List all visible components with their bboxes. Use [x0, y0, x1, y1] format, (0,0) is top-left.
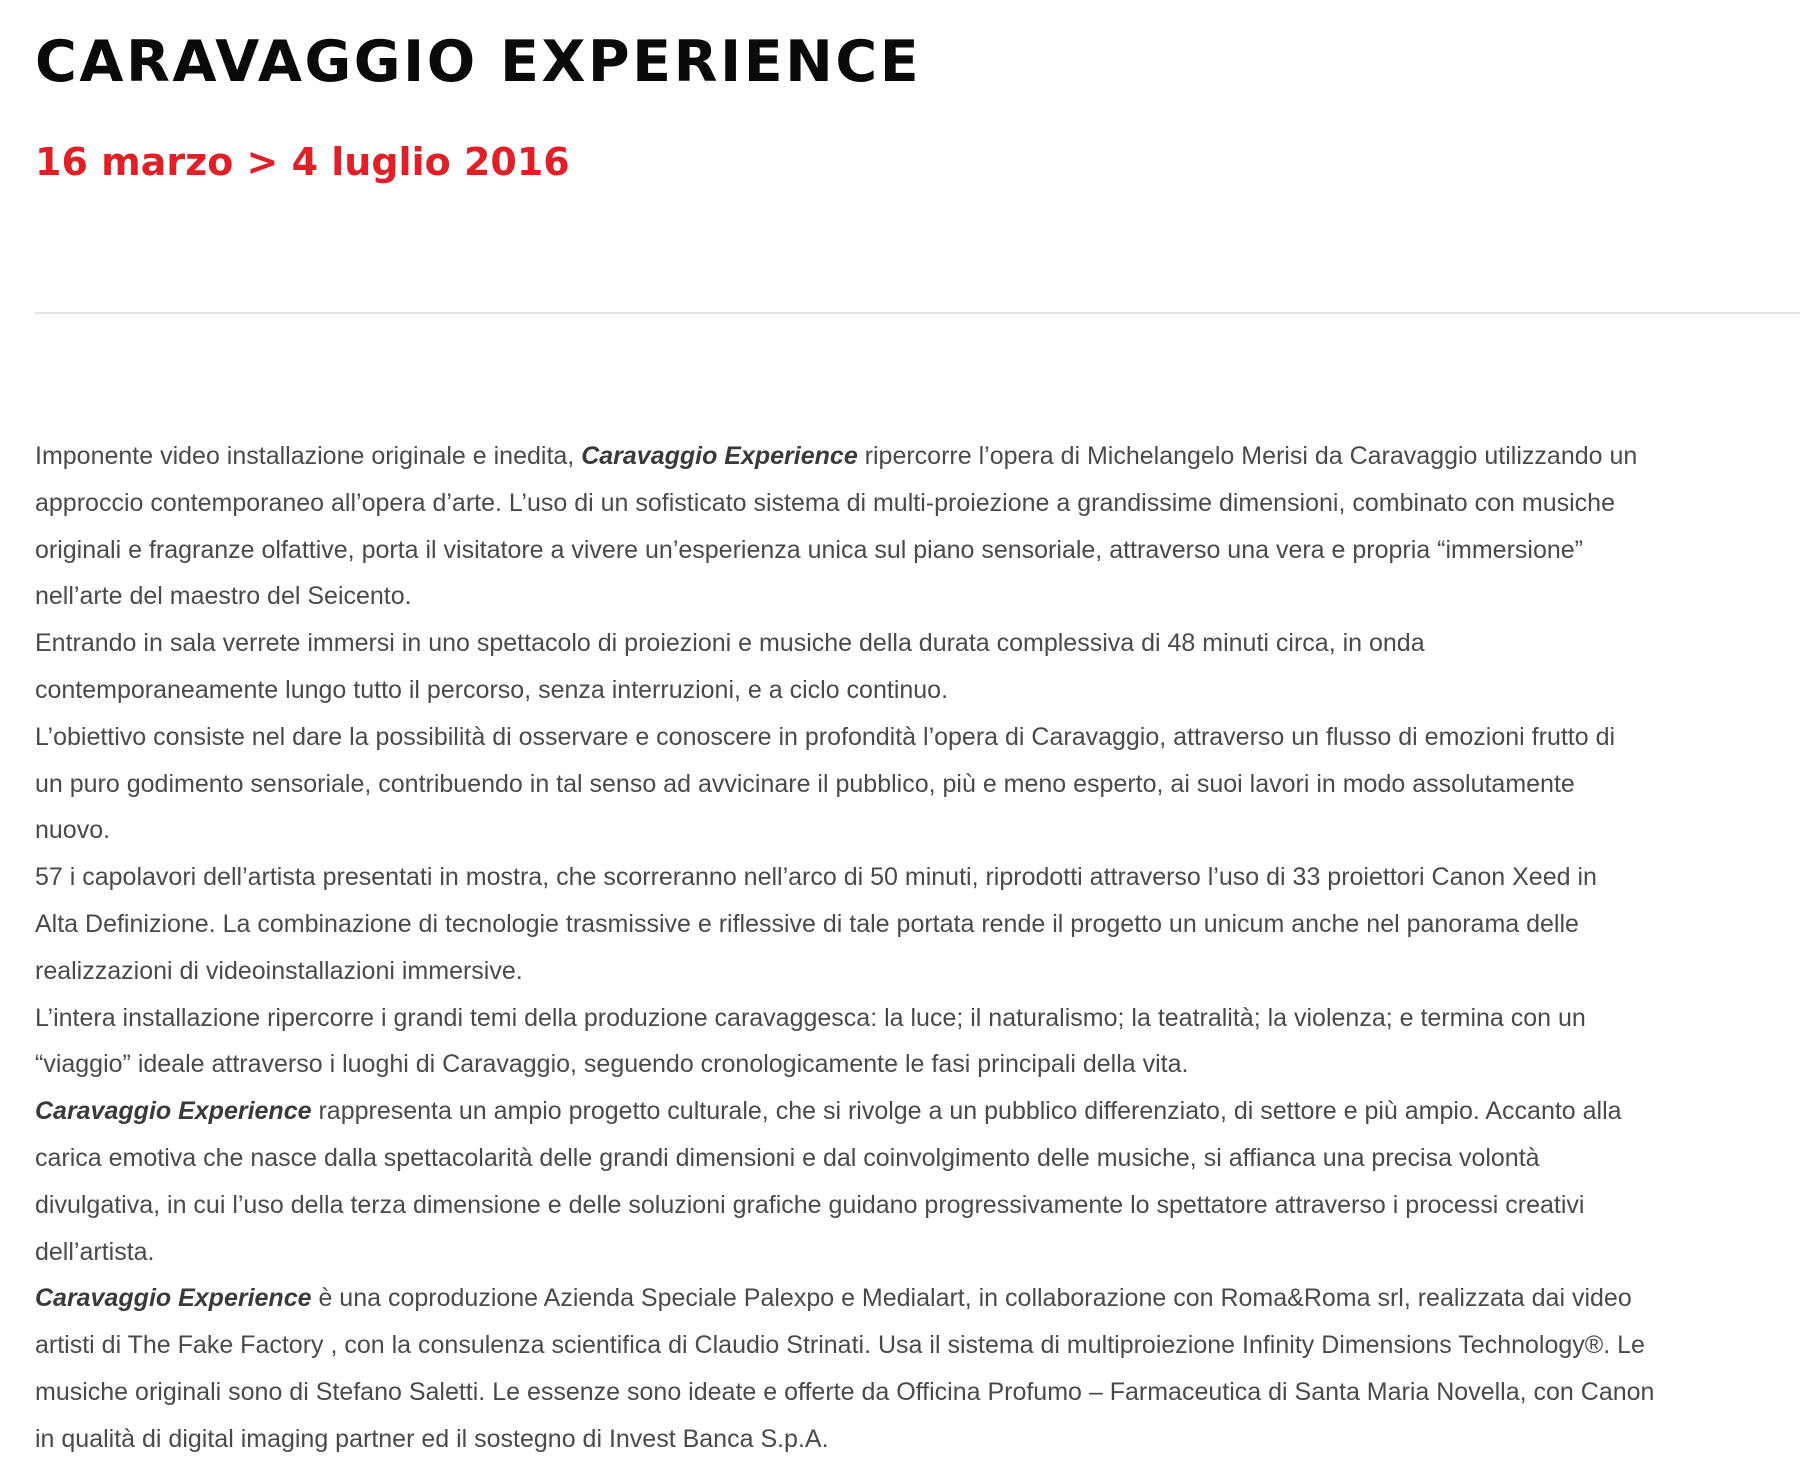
- text-run: rappresenta un ampio progetto culturale, che si rivolge a un pubblico differenziato, di settore e più ampio. Accanto alla: [311, 1097, 1622, 1126]
- brand-name: Caravaggio Experience: [35, 1097, 312, 1126]
- brand-name: Caravaggio Experience: [581, 442, 858, 470]
- article-line: L’obiettivo consiste nel dare la possibilità di osservare e conoscere in profondità l’opera di Caravaggio, attraverso un flusso di emozioni frutto di: [35, 722, 1616, 751]
- article-line: dell’artista.: [35, 1237, 155, 1266]
- article-line: musiche originali sono di Stefano Saletti. Le essenze sono ideate e offerte da Officina Profumo – Farmaceutica di Santa Maria Novella, con Canon: [35, 1377, 1655, 1406]
- brand-name: Caravaggio Experience: [35, 1284, 312, 1313]
- section-divider: [35, 312, 1800, 314]
- article-line: realizzazioni di videoinstallazioni immersive.: [35, 956, 523, 985]
- text-run: è una coproduzione Azienda Speciale Palexpo e Medialart, in collaborazione con Roma&Roma srl, realizzata dai video: [311, 1284, 1632, 1313]
- article-body: [35, 433, 1800, 1463]
- article-line: Entrando in sala verrete immersi in uno spettacolo di proiezioni e musiche della durata complessiva di 48 minuti circa, in onda: [35, 629, 1425, 658]
- article-line: nuovo.: [35, 816, 111, 845]
- page-title: CARAVAGGIO EXPERIENCE: [35, 29, 922, 95]
- article-line: divulgativa, in cui l’uso della terza dimensione e delle soluzioni grafiche guidano progressivamente lo spettatore attraverso i processi creativi: [35, 1190, 1585, 1219]
- article-line: carica emotiva che nasce dalla spettacolarità delle grandi dimensioni e dal coinvolgimento delle musiche, si affianca una precisa volontà: [35, 1143, 1540, 1172]
- article-line: [35, 1275, 1800, 1322]
- article-line: in qualità di digital imaging partner ed il sostegno di Invest Banca S.p.A.: [35, 1424, 829, 1453]
- article-line: [35, 1088, 1800, 1135]
- exhibition-dates: 16 marzo > 4 luglio 2016: [35, 140, 570, 184]
- article-line: contemporaneamente lungo tutto il percorso, senza interruzioni, e a ciclo continuo.: [35, 675, 949, 704]
- article-line: un puro godimento sensoriale, contribuendo in tal senso ad avvicinare il pubblico, più e meno esperto, ai suoi lavori in modo assolutamente: [35, 769, 1575, 798]
- text-run: Imponente video installazione originale e inedita,: [35, 442, 582, 470]
- article-line: 57 i capolavori dell’artista presentati in mostra, che scorreranno nell’arco di 50 minuti, riprodotti attraverso l’uso di 33 proiettori Canon Xeed in: [35, 863, 1597, 892]
- text-run: ripercorre l’opera di Michelangelo Merisi da Caravaggio utilizzando un: [857, 442, 1638, 470]
- article-line: L’intera installazione ripercorre i grandi temi della produzione caravaggesca: la luce; il naturalismo; la teatralità; la violenza; e termina con un: [35, 1003, 1586, 1032]
- article-line: [35, 433, 1800, 480]
- article-line: nell’arte del maestro del Seicento.: [35, 582, 412, 611]
- article-line: Alta Definizione. La combinazione di tecnologie trasmissive e riflessive di tale portata rende il progetto un unicum anche nel panorama delle: [35, 909, 1579, 938]
- article-line: “viaggio” ideale attraverso i luoghi di Caravaggio, seguendo cronologicamente le fasi principali della vita.: [35, 1050, 1189, 1079]
- article-line: artisti di The Fake Factory , con la consulenza scientifica di Claudio Strinati. Usa il sistema di multiproiezione Infinity Dimensions Technology®. Le: [35, 1331, 1645, 1360]
- article-line: approccio contemporaneo all’opera d’arte. L’uso di un sofisticato sistema di multi-proiezione a grandissime dimensioni, combinato con musiche: [35, 488, 1615, 517]
- article-line: originali e fragranze olfattive, porta il visitatore a vivere un’esperienza unica sul piano sensoriale, attraverso una vera e propria “immersione”: [35, 535, 1583, 564]
